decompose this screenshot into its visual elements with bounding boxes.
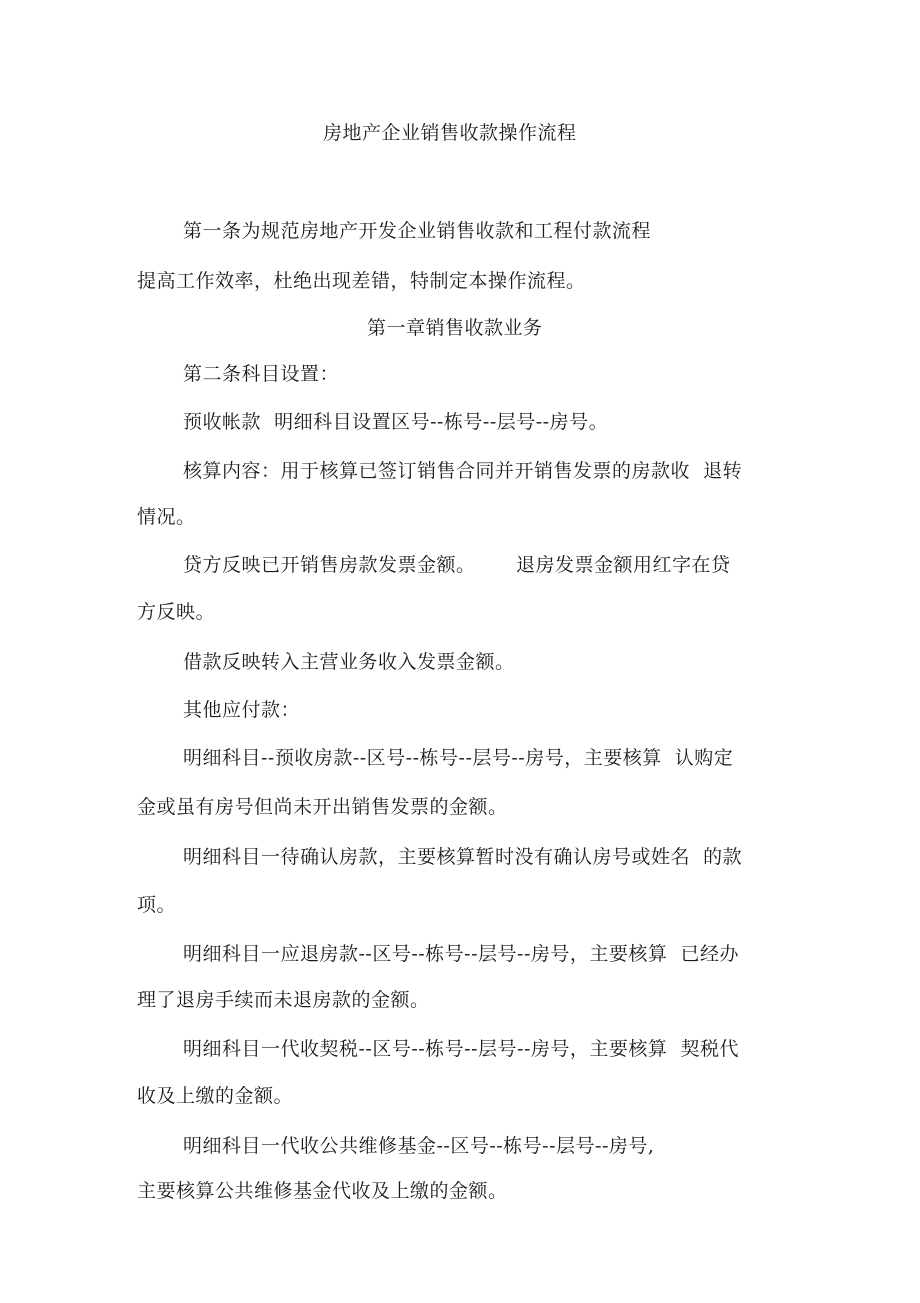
credit-side-line2: 方反映。	[137, 601, 216, 623]
article1-line2: 提高工作效率，杜绝出现差错，特制定本操作流程。	[137, 270, 586, 292]
item-deed-tax-line1: 明细科目一代收契税--区号--栋号--层号--房号，主要核算 契税代	[183, 1038, 739, 1060]
item-refund-payable-line2: 理了退房手续而未退房款的金额。	[137, 989, 430, 1011]
item-pending-confirmation-line2: 项。	[137, 894, 177, 916]
item-deed-tax-line2: 收及上缴的金额。	[137, 1085, 294, 1107]
item-advance-payment-line1: 明细科目--预收房款--区号--栋号--层号--房号，主要核算 认购定	[183, 747, 734, 769]
item-maintenance-fund-line2: 主要核算公共维修基金代收及上缴的金额。	[137, 1180, 508, 1202]
item-maintenance-fund-line1: 明细科目一代收公共维修基金--区号--栋号--层号--房号,	[183, 1135, 655, 1157]
debit-side-line: 借款反映转入主营业务收入发票金额。	[183, 651, 515, 673]
accounting-content-line2: 情况。	[137, 506, 196, 528]
chapter1-heading: 第一章销售收款业务	[367, 317, 543, 339]
article2-heading: 第二条科目设置：	[183, 363, 340, 385]
other-payables-heading: 其他应付款：	[183, 699, 301, 721]
accounting-content-line1: 核算内容：用于核算已签订销售合同并开销售发票的房款收 退转	[183, 460, 743, 482]
credit-side-line1a: 贷方反映已开销售房款发票金额。	[183, 554, 476, 576]
article1-line1: 第一条为规范房地产开发企业销售收款和工程付款流程	[183, 220, 652, 242]
page-title: 房地产企业销售收款操作流程	[323, 122, 577, 144]
advance-receipts-line: 预收帐款 明细科目设置区号--栋号--层号--房号。	[183, 411, 609, 433]
credit-side-line1b: 退房发票金额用红字在贷	[516, 554, 731, 576]
item-refund-payable-line1: 明细科目一应退房款--区号--栋号--层号--房号，主要核算 已经办	[183, 943, 739, 965]
item-pending-confirmation-line1: 明细科目一待确认房款，主要核算暂时没有确认房号或姓名 的款	[183, 846, 743, 868]
item-advance-payment-line2: 金或虽有房号但尚未开出销售发票的金额。	[137, 796, 508, 818]
